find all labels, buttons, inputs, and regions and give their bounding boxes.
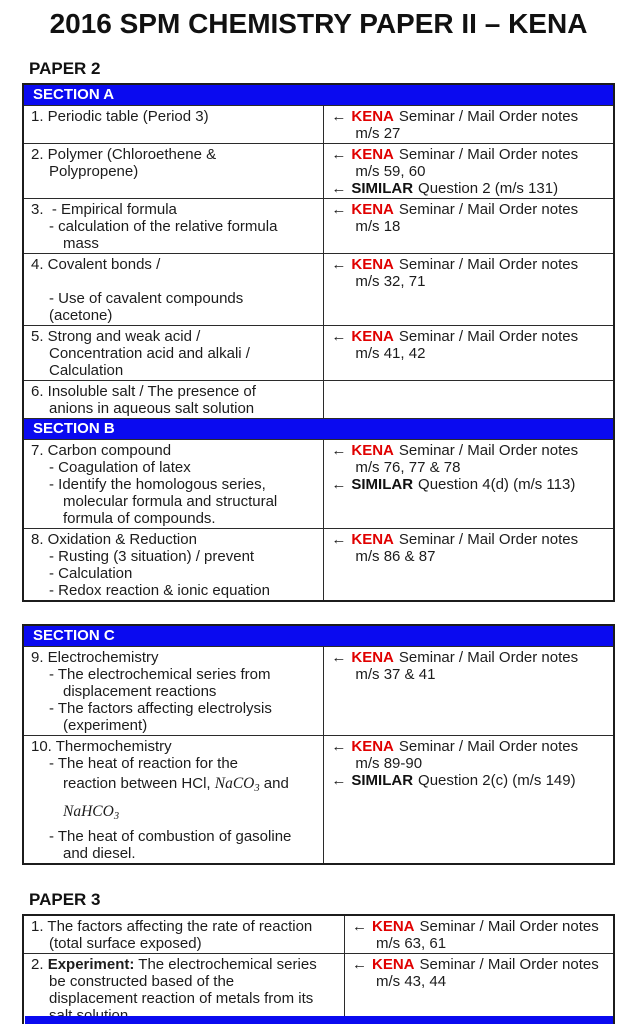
document-title: 2016 SPM CHEMISTRY PAPER II – KENA <box>49 8 588 39</box>
topic-line: formula of compounds. <box>63 510 216 527</box>
kena-tag: KENA <box>372 918 415 935</box>
note-text: Seminar / Mail Order notes <box>398 738 579 755</box>
note-text: Seminar / Mail Order notes <box>398 531 579 548</box>
kena-tag: KENA <box>351 146 394 163</box>
table-row <box>24 954 613 1024</box>
topic-line: 5. Strong and weak acid / <box>31 328 201 345</box>
topic-line: - Coagulation of latex <box>49 459 191 476</box>
note-text: m/s 32, 71 <box>355 273 426 290</box>
topic-line: - The electrochemical series from <box>49 666 271 683</box>
topic-line: - Redox reaction & ionic equation <box>49 582 270 599</box>
notes-cell <box>324 529 613 600</box>
kena-tag: KENA <box>372 956 415 973</box>
text-segment: Experiment: <box>47 956 135 973</box>
left-arrow-icon: ← <box>331 531 347 548</box>
note-line <box>331 125 610 142</box>
left-arrow-icon: ← <box>331 146 347 163</box>
topic-line: 1. The factors affecting the rate of reaction <box>31 918 313 935</box>
topic-line: (experiment) <box>63 717 148 734</box>
table-row <box>24 916 613 954</box>
topic-line: - calculation of the relative formula <box>49 218 278 235</box>
note-line <box>331 442 610 459</box>
note-text: m/s 41, 42 <box>355 345 426 362</box>
notes-cell <box>324 736 613 863</box>
left-arrow-icon: ← <box>331 180 347 197</box>
note-line <box>331 218 610 235</box>
note-line <box>331 649 610 666</box>
chemical-formula: 3 <box>254 783 260 794</box>
table-row <box>24 647 613 736</box>
topic-cell <box>24 144 324 198</box>
topic-line: (total surface exposed) <box>49 935 202 952</box>
paper-3-heading: PAPER 3 <box>29 890 101 909</box>
note-text: m/s 27 <box>355 125 401 142</box>
topic-line: mass <box>63 235 99 252</box>
note-line <box>331 738 610 755</box>
note-line <box>352 918 610 935</box>
topic-cell <box>24 440 324 528</box>
topic-line: - Use of cavalent compounds <box>49 290 244 307</box>
topic-cell <box>24 954 345 1024</box>
left-arrow-icon: ← <box>331 201 347 218</box>
spacer <box>22 602 615 624</box>
notes-cell <box>324 440 613 528</box>
note-line <box>331 146 610 163</box>
topic-line: 8. Oxidation & Reduction <box>31 531 197 548</box>
notes-cell <box>345 916 613 953</box>
left-arrow-icon: ← <box>331 328 347 345</box>
notes-cell <box>324 254 613 325</box>
note-line <box>352 973 610 990</box>
table-paper2-sections-ab <box>22 83 615 602</box>
notes-cell <box>324 106 613 143</box>
table-row <box>24 326 613 381</box>
topic-cell <box>24 529 324 600</box>
topic-line <box>30 800 320 828</box>
table-row <box>24 106 613 144</box>
left-arrow-icon: ← <box>331 772 347 789</box>
table-paper3 <box>22 914 615 1024</box>
kena-tag: KENA <box>351 108 394 125</box>
text-segment: and <box>259 775 289 792</box>
kena-tag: KENA <box>351 738 394 755</box>
similar-tag: SIMILAR <box>351 476 414 493</box>
topic-line: Concentration acid and alkali / <box>49 345 250 362</box>
topic-line: Calculation <box>49 362 124 379</box>
topic-line: and diesel. <box>63 845 136 862</box>
note-text: Seminar / Mail Order notes <box>398 201 579 218</box>
note-text: Question 4(d) (m/s 113) <box>418 476 576 493</box>
notes-cell <box>324 199 613 253</box>
table-row <box>24 529 613 600</box>
topic-line: displacement reactions <box>63 683 217 700</box>
note-text: m/s 18 <box>355 218 401 235</box>
note-text: Question 2 (m/s 131) <box>418 180 559 197</box>
note-text: m/s 76, 77 & 78 <box>355 459 461 476</box>
kena-tag: KENA <box>351 201 394 218</box>
left-arrow-icon: ← <box>331 738 347 755</box>
topic-line: 10. Thermochemistry <box>31 738 172 755</box>
note-line <box>331 666 610 683</box>
topic-line: be constructed based of the <box>49 973 235 990</box>
left-arrow-icon: ← <box>352 918 367 935</box>
section-header <box>24 626 613 647</box>
note-line <box>331 755 610 772</box>
note-line <box>331 273 610 290</box>
left-arrow-icon: ← <box>331 256 347 273</box>
topic-line: displacement reaction of metals from its <box>49 990 314 1007</box>
topic-line <box>30 956 341 973</box>
topic-cell <box>24 106 324 143</box>
note-line <box>331 345 610 362</box>
note-line <box>352 935 610 952</box>
note-text: Seminar / Mail Order notes <box>398 256 579 273</box>
topic-line: - The heat of combustion of gasoline <box>49 828 292 845</box>
topic-cell <box>24 381 324 418</box>
note-text: m/s 43, 44 <box>376 973 447 990</box>
left-arrow-icon: ← <box>331 108 347 125</box>
topic-line: 4. Covalent bonds / <box>31 256 161 273</box>
left-arrow-icon: ← <box>331 476 347 493</box>
topic-line: 7. Carbon compound <box>31 442 172 459</box>
section-label: SECTION B <box>33 420 115 437</box>
note-text: Seminar / Mail Order notes <box>419 918 599 935</box>
text-segment: reaction between HCl, <box>63 775 215 792</box>
text-segment: 2. <box>31 956 48 973</box>
topic-line: - Rusting (3 situation) / prevent <box>49 548 255 565</box>
section-header <box>24 85 613 106</box>
topic-line: Polypropene) <box>49 163 139 180</box>
topic-line: - The heat of reaction for the <box>49 755 239 772</box>
note-text: m/s 86 & 87 <box>355 548 436 565</box>
topic-line: molecular formula and structural <box>63 493 278 510</box>
notes-cell <box>324 326 613 380</box>
section-header <box>24 419 613 440</box>
note-text: Seminar / Mail Order notes <box>398 146 579 163</box>
topic-line <box>30 772 320 800</box>
document-content <box>22 59 615 1024</box>
topic-line: - Identify the homologous series, <box>49 476 266 493</box>
table-row <box>24 199 613 254</box>
topic-line <box>30 273 320 290</box>
notes-cell <box>345 954 613 1024</box>
note-text: Seminar / Mail Order notes <box>419 956 599 973</box>
table-row <box>24 254 613 326</box>
paper2-sections-ab-mount <box>22 83 615 602</box>
left-arrow-icon: ← <box>331 649 347 666</box>
table-row <box>24 736 613 863</box>
kena-tag: KENA <box>351 649 394 666</box>
note-text: Question 2(c) (m/s 149) <box>418 772 576 789</box>
topic-line: 2. Polymer (Chloroethene & <box>31 146 217 163</box>
topic-line: - Calculation <box>49 565 133 582</box>
kena-tag: KENA <box>351 256 394 273</box>
topic-line: 6. Insoluble salt / The presence of <box>31 383 256 400</box>
topic-line: 1. Periodic table (Period 3) <box>31 108 209 125</box>
left-arrow-icon: ← <box>331 442 347 459</box>
notes-cell <box>324 381 613 418</box>
note-text: m/s 37 & 41 <box>355 666 436 683</box>
note-line <box>331 163 610 180</box>
text-segment: The electrochemical series <box>134 956 317 973</box>
notes-cell <box>324 144 613 198</box>
table-row <box>24 144 613 199</box>
topic-line: 9. Electrochemistry <box>31 649 159 666</box>
topic-cell <box>24 199 324 253</box>
notes-cell <box>324 647 613 735</box>
note-line <box>331 256 610 273</box>
note-line <box>331 476 610 493</box>
topic-line: anions in aqueous salt solution <box>49 400 255 417</box>
note-line <box>331 328 610 345</box>
chemical-formula: NaHCO <box>63 803 114 820</box>
topic-cell <box>24 736 324 863</box>
note-line <box>352 956 610 973</box>
note-text: Seminar / Mail Order notes <box>398 442 579 459</box>
paper2-section-c-mount <box>22 624 615 865</box>
note-line <box>331 201 610 218</box>
kena-tag: KENA <box>351 531 394 548</box>
similar-tag: SIMILAR <box>351 772 414 789</box>
paper3-mount <box>22 914 615 1024</box>
chemical-formula: NaCO <box>214 775 255 792</box>
topic-cell <box>24 647 324 735</box>
topic-cell <box>24 254 324 325</box>
topic-line: (acetone) <box>49 307 113 324</box>
left-arrow-icon: ← <box>352 956 367 973</box>
topic-cell <box>24 916 345 953</box>
section-label: SECTION C <box>33 627 115 644</box>
note-text: Seminar / Mail Order notes <box>398 328 579 345</box>
note-text: Seminar / Mail Order notes <box>398 108 579 125</box>
section-label: SECTION A <box>33 86 115 103</box>
note-line <box>331 772 610 789</box>
topic-line: - The factors affecting electrolysis <box>49 700 272 717</box>
note-text: Seminar / Mail Order notes <box>398 649 579 666</box>
paper-2-heading: PAPER 2 <box>29 59 101 78</box>
next-section-bar-cutoff <box>25 1016 613 1024</box>
kena-tag: KENA <box>351 328 394 345</box>
note-line <box>331 180 610 197</box>
note-line <box>331 531 610 548</box>
topic-line: 3. - Empirical formula <box>31 201 177 218</box>
chemical-formula: 3 <box>113 811 120 822</box>
note-text: m/s 63, 61 <box>376 935 447 952</box>
note-line <box>331 548 610 565</box>
similar-tag: SIMILAR <box>351 180 414 197</box>
note-line <box>331 108 610 125</box>
table-row <box>24 381 613 419</box>
note-line <box>331 459 610 476</box>
note-text: m/s 59, 60 <box>355 163 426 180</box>
topic-cell <box>24 326 324 380</box>
kena-tag: KENA <box>351 442 394 459</box>
table-row <box>24 440 613 529</box>
note-text: m/s 89-90 <box>355 755 423 772</box>
table-paper2-section-c <box>22 624 615 865</box>
